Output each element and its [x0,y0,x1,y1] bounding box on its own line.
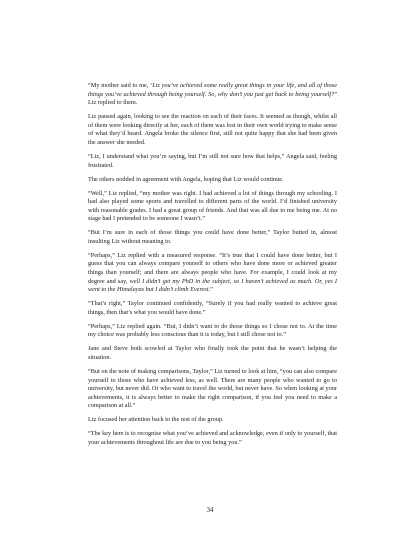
paragraph [88,229,337,246]
text-run: “The key here is to recognise what you’ve achieved and acknowledge, even if only to yourself, that your achievements throughout life are due to you being you.” [88,430,337,446]
text-run: The others nodded in agreement with Angela, hoping that Liz would continue. [88,175,284,183]
paragraph [88,416,337,425]
paragraph [88,113,337,147]
paragraph [88,82,337,108]
italic-text-run: well I didn’t get my PhD in the subject, so I haven’t achieved as much. Or, yes I went to the Himalayas but I didn’t climb Everest. [88,277,337,294]
text-run: ” [210,286,213,294]
paragraph [88,368,337,411]
paragraph [88,323,337,340]
text-run: Liz focused her attention back to the rest of the group. [88,416,224,424]
paragraph [88,190,337,224]
text-run: Liz paused again, looking to see the reaction on each of their faces. It seemed as though, whilst all of them were looking directly at her, each of them was lost in their own world trying to make sense of what they’d heard. Angela broke the silence first, still not quite happy that she had been given the answer she needed. [88,113,337,146]
paragraph [88,176,337,185]
text-run: “That’s right,” Taylor continued confidently, “Surely if you had really wanted to achieve great things, then that’s what you would have done.” [88,300,337,316]
text-run: ” Liz replied to them. [88,90,337,107]
text-run: Jane and Steve both scowled at Taylor who finally took the point that he wasn’t helping the situation. [88,345,337,361]
text-run: “Perhaps,” Liz replied with a measured response. “It’s true that I could have done better, but I guess that you can always compare yourself to others who have done more or achieved greater things than yourself; and there are always people who have. For example, I could look at my degree and say, [88,251,337,285]
paragraph [88,300,337,317]
text-run: “Liz, I understand what you’re saying, but I’m still not sure how that helps,” Angela said, feeling frustrated. [88,152,337,169]
body-text [88,82,337,453]
paragraph [88,430,337,447]
text-run: “Perhaps,” Liz replied again. “But, I didn’t want to do those things so I chose not to. At the time my choice was probably less conscious than it is today, but I still chose not to.” [88,322,337,339]
italic-text-run: Liz you’ve achieved some really great things in your life, and all of those things you’ve achieved through being yourself. So, why don’t you just get back to being yourself? [88,82,337,98]
paragraph [88,252,337,295]
paragraph [88,153,337,170]
text-run: “But on the note of making comparisons, Taylor,” Liz turned to look at him, “you can also compare yourself to those who have achieved less, as well. There are many people who wanted to go to university, but never did. Or who want to travel the world, but never have. So when looking at your achievements, it is always better to make the right comparison, if you feel you need to make a comparison at all.” [88,367,337,410]
paragraph [88,345,337,362]
text-run: “My mother said to me, ‘ [88,82,153,89]
text-run: “Well,” Liz replied, “my mother was right. I had achieved a lot of things through my schooling. I had also played some sports and travelled to different parts of the world. I’d finished university with reasonable grades. I had a great group of friends. And that was all due to me being me. At no stage had I pretended to be someone I wasn’t.” [88,189,337,223]
text-run: “But I’m sure in each of those things you could have done better,” Taylor butted in, almost insulting Liz without meaning to. [88,229,337,245]
page-number: 34 [206,506,214,514]
